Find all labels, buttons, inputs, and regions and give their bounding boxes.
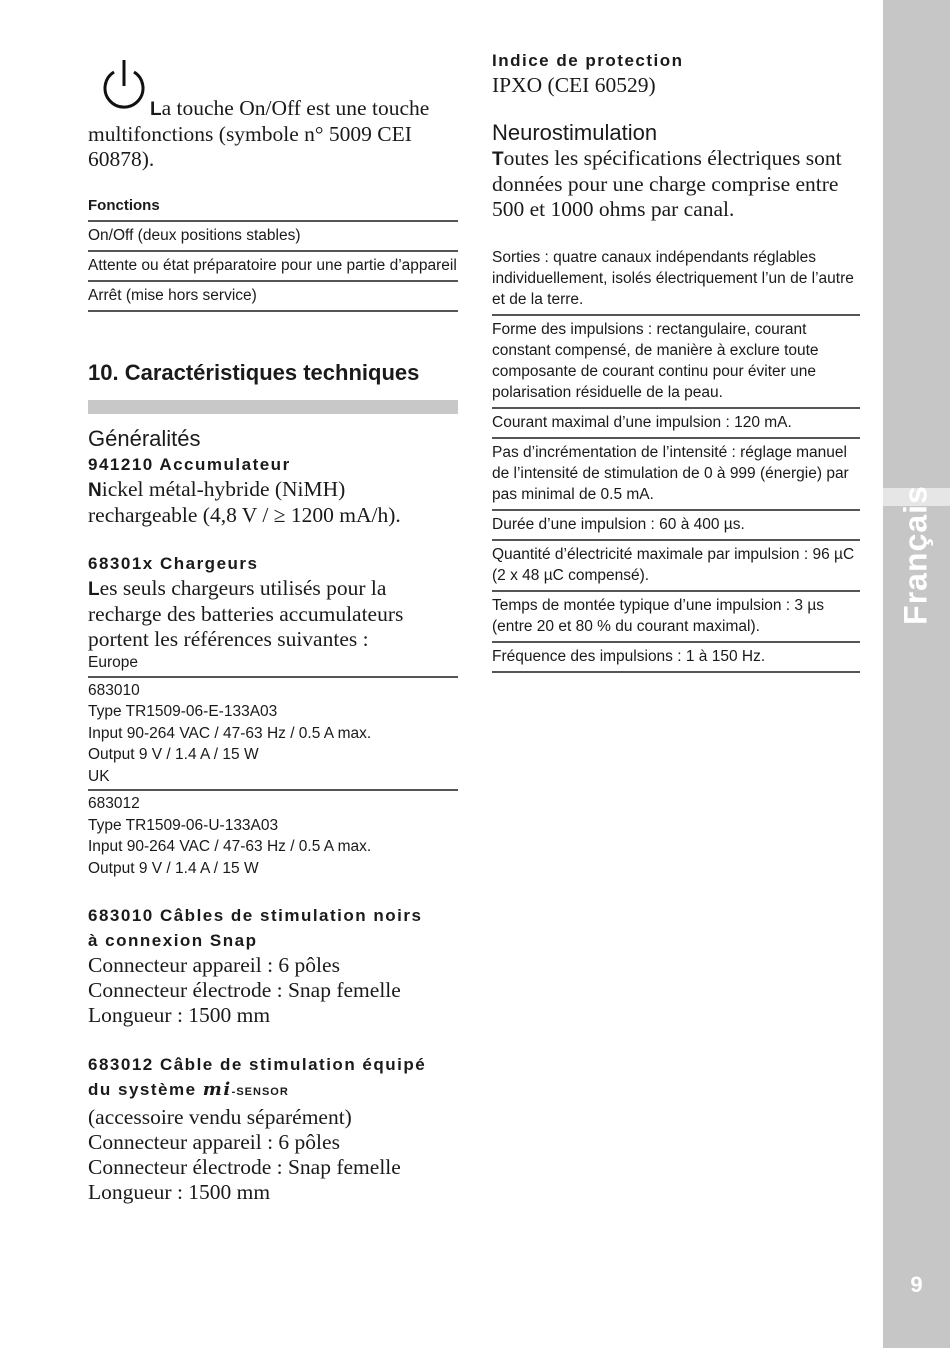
accu-title: 941210 Accumulateur [88, 455, 291, 474]
uk-label: UK [88, 766, 458, 792]
spec-line: Output 9 V / 1.4 A / 15 W [88, 859, 259, 877]
spec-row: Temps de montée typique d’une impulsion : 3 µs (entre 20 et 80 % du courant maximal). [492, 592, 860, 643]
spec-row: Sorties : quatre canaux indépendants réglables individuellement, isolés électriquement l’un de l’autre et de la terre. [492, 244, 860, 316]
chargeurs-title: 68301x Chargeurs [88, 554, 259, 573]
spec-row: Forme des impulsions : rectangulaire, courant constant compensé, de manière à exclure toute composante de courant continu pour éviter une polarisation résiduelle de la peau. [492, 316, 860, 409]
generalites-title: Généralités [88, 426, 201, 451]
spec-row: Durée d’une impulsion : 60 à 400 µs. [492, 511, 860, 541]
spec-row: Quantité d’électricité maximale par impulsion : 96 µC (2 x 48 µC compensé). [492, 541, 860, 592]
intro [88, 58, 458, 172]
europe-specs [88, 678, 458, 766]
spec-line: Connecteur appareil : 6 pôles [88, 953, 340, 977]
spec-line: Type TR1509-06-U-133A03 [88, 816, 279, 834]
section-heading [88, 360, 458, 386]
chargeurs-paragraph [88, 576, 458, 652]
accu-paragraph [88, 477, 458, 528]
page-number: 9 [910, 1272, 923, 1297]
cable2-specs [88, 1105, 458, 1205]
dropcap: L [88, 579, 100, 600]
spec-line: Input 90-264 VAC / 47-63 Hz / 0.5 A max. [88, 724, 372, 742]
uk-specs [88, 791, 458, 879]
spec-line: 683010 [88, 681, 140, 699]
language-sidebar [883, 0, 950, 1348]
left-column [88, 58, 458, 1205]
fonctions-row: Arrêt (mise hors service) [88, 282, 458, 312]
neuro-specs-table [492, 244, 860, 673]
spec-line: Output 9 V / 1.4 A / 15 W [88, 746, 259, 763]
protection-title: Indice de protection [492, 51, 684, 70]
dropcap: N [88, 480, 102, 501]
right-column [492, 48, 860, 673]
spec-line: Connecteur appareil : 6 pôles [88, 1130, 340, 1154]
spec-line: Longueur : 1500 mm [88, 1180, 271, 1204]
fonctions-table [88, 196, 458, 312]
europe-label: Europe [88, 652, 458, 678]
dropcap: T [492, 149, 504, 170]
cable2-title [88, 1052, 438, 1105]
mi-sensor-suffix: -SENSOR [231, 1086, 289, 1098]
spec-line: Type TR1509-06-E-133A03 [88, 703, 278, 720]
spec-line: Connecteur électrode : Snap femelle [88, 1155, 401, 1179]
fonctions-title: Fonctions [88, 196, 458, 222]
power-icon [98, 58, 150, 114]
section-title: 10. Caractéristiques techniques [88, 360, 420, 385]
fonctions-row: On/Off (deux positions stables) [88, 222, 458, 252]
cable2-title-text: 683012 Câble de stimulation équipé du système [88, 1055, 427, 1099]
chargeurs-text: es seuls chargeurs utilisés pour la recharge des batteries accumulateurs portent les références suivantes : [88, 576, 404, 651]
spec-row: Courant maximal d’une impulsion : 120 mA. [492, 409, 860, 439]
intro-text: a touche On/Off est une touche multifonctions (symbole n° 5009 CEI 60878). [88, 96, 430, 171]
spec-line: (accessoire vendu séparément) [88, 1105, 352, 1129]
mi-sensor-logo: mi [202, 1079, 232, 1100]
spec-line: 683012 [88, 795, 140, 812]
cable1-specs [88, 953, 458, 1028]
neuro-paragraph [492, 146, 860, 222]
spec-row: Pas d’incrémentation de l’intensité : réglage manuel de l’intensité de stimulation de 0 à 999 (énergie) par pas minimal de 0.5 mA. [492, 439, 860, 511]
accu-text: ickel métal-hybride (NiMH) rechargeable (4,8 V / ≥ 1200 mA/h). [88, 477, 401, 527]
spec-row: Fréquence des impulsions : 1 à 150 Hz. [492, 643, 860, 673]
sidebar-language: Français [897, 485, 934, 625]
spec-line: Connecteur électrode : Snap femelle [88, 978, 401, 1002]
protection-value: IPXO (CEI 60529) [492, 73, 656, 97]
fonctions-row: Attente ou état préparatoire pour une partie d’appareil [88, 252, 458, 282]
heading-bar [88, 400, 458, 414]
cable1-title: 683010 Câbles de stimulation noirs à connexion Snap [88, 906, 423, 950]
neuro-text: outes les spécifications électriques sont données pour une charge comprise entre 500 et 1000 ohms par canal. [492, 146, 842, 221]
spec-line: Input 90-264 VAC / 47-63 Hz / 0.5 A max. [88, 838, 372, 855]
neuro-title: Neurostimulation [492, 120, 658, 145]
spec-line: Longueur : 1500 mm [88, 1003, 271, 1027]
dropcap: L [150, 99, 162, 120]
